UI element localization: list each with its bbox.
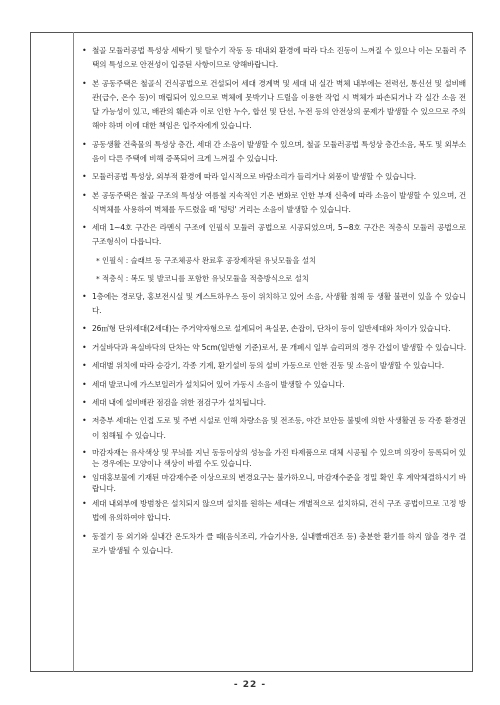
notice-text: 모듈러공법 특성상, 외부적 환경에 따라 일시적으로 바람소리가 들리거나 외풍이 발생할 수 있습니다.: [92, 172, 417, 182]
notice-text: 세대별 위치에 따라 승강기, 각종 기계, 환기설비 등의 설비 가동으로 인한 진동 및 소음이 발생할 수 있습니다.: [92, 361, 444, 371]
bullet-icon: •: [82, 46, 87, 55]
bullet-icon: •: [82, 223, 87, 233]
notice-item: [82, 359, 466, 373]
notice-item: [82, 530, 466, 558]
bullet-icon: •: [82, 342, 87, 352]
notice-item: [82, 414, 466, 442]
notice-item: [82, 221, 466, 249]
notice-text: 마감자재는 유사색상 및 무늬를 지닌 동등이상의 성능을 가진 타제품으로 대체 시공될 수 있으며 의장이 등록되어 있는 경우에는 모양이나 색상이 바뀔 수도 있습니다.: [92, 447, 466, 468]
notice-text: 공동생활 건축물의 특성상 층간, 세대 간 소음이 발생할 수 있으며, 철골 모듈러공법 특성상 층간소음, 복도 및 외부소음이 다른 주택에 비해 증폭되어 크게 느껴질 수 있습니다.: [92, 139, 466, 163]
notice-item: [82, 497, 466, 525]
notice-item: [82, 138, 466, 166]
bullet-icon: •: [82, 361, 87, 371]
bullet-icon: •: [82, 447, 87, 457]
notice-text: 동절기 등 외기와 실내간 온도차가 클 때(음식조리, 가습기사용, 실내빨래건조 등) 충분한 환기를 하지 않을 경우 결로가 발생될 수 있습니다.: [92, 531, 466, 555]
notice-text: 1층에는 경로당, 홍보전시실 및 게스트하우스 등이 위치하고 있어 소음, 사생활 침해 등 생활 불편이 있을 수 있습니다.: [92, 291, 466, 315]
notice-text: 26㎡형 단위세대(2세대)는 주거약자형으로 설계되어 욕실문, 손잡이, 단차이 등이 일반세대와 차이가 있습니다.: [92, 324, 451, 334]
notice-item: [82, 189, 466, 217]
left-margin-rule: [73, 32, 74, 672]
page-number: - 22 -: [233, 680, 267, 690]
bullet-icon: •: [82, 190, 87, 200]
notice-item: [82, 378, 466, 392]
bullet-icon: •: [82, 139, 87, 149]
bullet-icon: •: [82, 172, 87, 182]
notice-text: 세대 1~4호 구간은 라멘식 구조에 인필식 모듈러 공법으로 시공되었으며, 5~8호 구간은 적층식 모듈러 공법으로 구조형식이 다릅니다.: [92, 223, 466, 247]
notice-text: 철골 모듈러공법 특성상 세탁기 및 탈수기 작동 등 대내외 환경에 따라 다소 진동이 느껴질 수 있으나 이는 모듈러 주택의 특성으로 안전성이 입증된 사항이므로 양해바랍니다.: [92, 46, 466, 70]
construction-note: * 적층식 : 복도 및 발코니를 포함한 유닛모듈을 적층방식으로 설치: [96, 273, 309, 283]
notice-text: 본 공동주택은 철골 구조의 특성상 여름철 지속적인 기온 변화로 인한 부재 신축에 따라 소음이 발생할 수 있으며, 건식벽체를 사용하여 벽체를 두드렸을 때 '텅텅' 거리는 소음이 발생할 수 있습니다.: [92, 190, 466, 214]
bullet-icon: •: [82, 291, 87, 301]
notice-item: [82, 322, 466, 336]
notice-item: [82, 341, 466, 355]
notice-item: [82, 447, 466, 469]
notice-text: 임대홍보물에 기재된 마감재수준 이상으로의 변경요구는 불가하오니, 마감재수준을 정밀 확인 후 계약체결하시기 바랍니다.: [92, 472, 466, 493]
notice-text: 세대 내외부에 방범창은 설치되지 않으며 설치를 원하는 세대는 개별적으로 설치하되, 건식 구조 공법이므로 고정 방법에 유의하여야 합니다.: [92, 498, 466, 523]
bullet-icon: •: [82, 78, 87, 88]
notice-text: 저층부 세대는 인접 도로 및 주변 시설로 인해 차량소음 및 전조등, 야간 보안등 불빛에 의한 사생활권 등 각종 환경권이 침해될 수 있습니다.: [92, 416, 466, 440]
notice-item: [82, 472, 466, 494]
notice-item: [82, 170, 466, 184]
construction-note: * 인필식 : 슬래브 등 구조체공사 완료후 공장제작된 유닛모듈을 설치: [96, 255, 317, 265]
bullet-icon: •: [82, 416, 87, 426]
notice-text: 세대 내에 설비배관 점검을 위한 점검구가 설치됩니다.: [92, 397, 266, 407]
notice-item: [82, 290, 466, 318]
bullet-icon: •: [82, 531, 87, 541]
notice-item: [82, 44, 466, 72]
bullet-icon: •: [82, 472, 87, 482]
bullet-icon: •: [82, 397, 87, 407]
notice-item: [82, 396, 466, 410]
notice-text: 세대 발코니에 가스보일러가 설치되어 있어 가동시 소음이 발생할 수 있습니다.: [92, 379, 345, 389]
notice-item: [82, 77, 466, 134]
bullet-icon: •: [82, 324, 87, 334]
notice-content: [82, 44, 466, 562]
bullet-icon: •: [82, 379, 87, 389]
bullet-icon: •: [82, 498, 87, 508]
notice-text: 본 공동주택은 철골식 건식공법으로 건설되어 세대 경계벽 및 세대 내 실간 벽체 내부에는 전력선, 통신선 및 설비배관(급수, 온수 등)이 매립되어 있으므로 벽체에 못박기나 드릴을 이용한 작업 시 벽체가 파손되거나 각 실간 소음 전달 가능성이 있고, 배관의 훼손과 이로 인한 누수, 합선 및 단선, 누전 등의 안전상의 문제가 발생할 수 있으므로 주의해야 하며 이에 대한 책임은 입주자에게 있습니다.: [92, 78, 466, 131]
notice-text: 거실바닥과 욕실바닥의 단차는 약 5cm(일반형 기준)로서, 문 개폐시 일부 슬리퍼의 경우 간섭이 발생할 수 있습니다.: [92, 342, 466, 352]
